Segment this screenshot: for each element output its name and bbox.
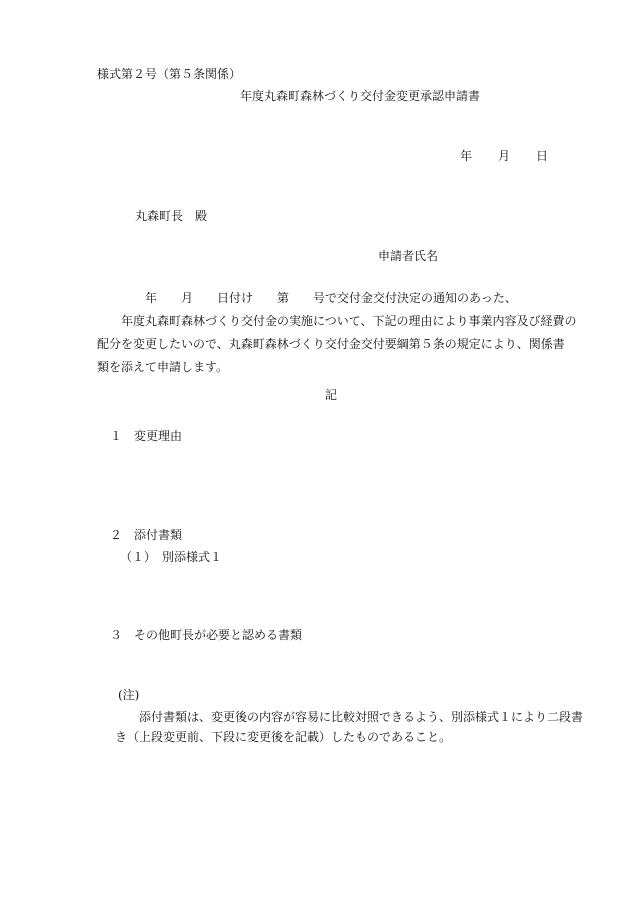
date-day: 日 [536,149,549,163]
body-line: 配分を変更したいので、丸森町森林づくり交付金交付要綱第５条の規定により、関係書 [97,337,565,351]
document-title: 年度丸森町森林づくり交付金変更承認申請書 [240,89,481,103]
body-line: 類を添えて申請します。 [97,360,229,374]
item-attachments: ２ 添付書類 [110,528,183,542]
form-number: 様式第２号（第５条関係） [97,67,242,81]
note-label: (注) [118,688,140,702]
date-year: 年 [460,149,473,163]
item-other-documents: ３ その他町長が必要と認める書類 [110,628,303,642]
body-line: 年度丸森町森林づくり交付金の実施について、下記の理由により事業内容及び経費の [97,314,577,328]
item-change-reason: １ 変更理由 [110,429,183,443]
applicant-name-label: 申請者氏名 [378,249,439,263]
item-attachment-form1: （１） 別添様式１ [120,550,223,564]
date-line [460,148,548,164]
date-month: 月 [498,149,511,163]
addressee: 丸森町長 殿 [135,209,208,223]
ki-heading: 記 [325,388,338,402]
body-line: 年 月 日付け 第 号で交付金交付決定の通知のあった、 [97,291,517,305]
note-body [115,707,584,747]
note-line: き（上段変更前、下段に変更後を記載）したものであること。 [115,730,452,744]
note-line: 添付書類は、変更後の内容が容易に比較対照できるよう、別添様式１により二段書 [115,710,584,724]
application-body [97,287,577,379]
